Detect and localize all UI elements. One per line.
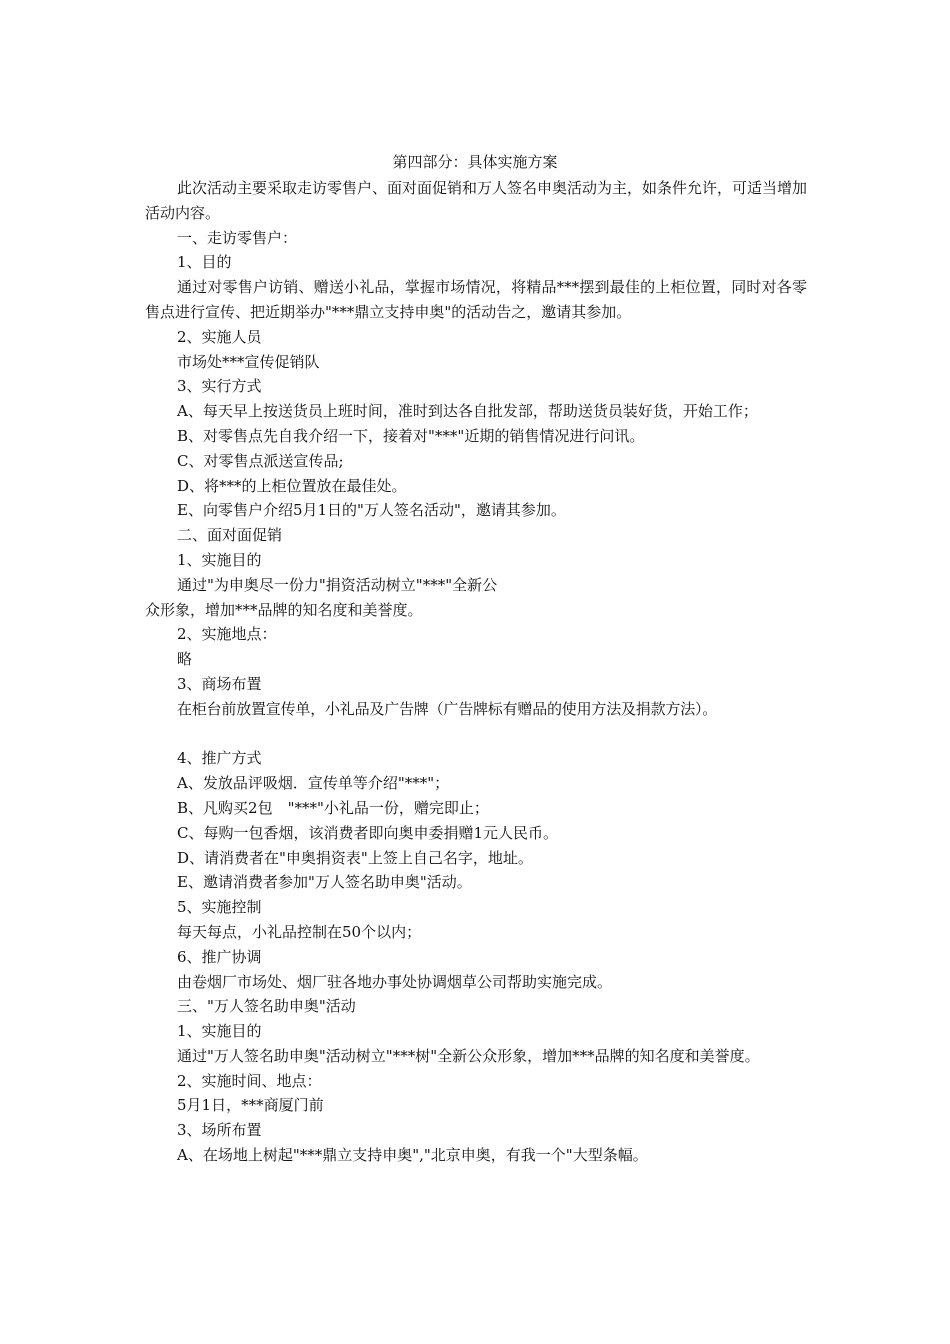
control-paragraph: 每天每点，小礼品控制在50个以内； [177,922,422,941]
subheading-time-place: 2、实施时间、地点： [177,1071,322,1090]
venue-layout-item-a: A、在场地上树起"***鼎立支持申奥","北京申奥，有我一个"大型条幅。 [177,1146,648,1165]
promotion-item-c: C、每购一包香烟，该消费者即向奥申委捐赠1元人民币。 [177,823,559,842]
purpose-paragraph: 通过对零售户访销、赠送小礼品，掌握市场情况，将精品***摆到最佳的上柜位置，同时对各零售点进行宣传、把近期举办"***鼎立支持申奥"的活动告之，邀请其参加。 [145,278,807,321]
subheading-store-layout: 3、商场布置 [177,674,262,693]
store-layout-paragraph: 在柜台前放置宣传单，小礼品及广告牌（广告牌标有赠品的使用方法及捐款方法）。 [177,699,718,718]
method-item-e: E、向零售户介绍5月1日的"万人签名活动"，邀请其参加。 [177,501,566,520]
heading-signature-event: 三、"万人签名助申奥"活动 [177,997,356,1016]
intro-paragraph: 此次活动主要采取走访零售户、面对面促销和万人签名申奥活动为主，如条件允许，可适当增加活动内容。 [145,179,808,222]
subheading-method: 3、实行方式 [177,377,262,396]
promotion-item-b: B、凡购买2包 "***"小礼品一份，赠完即止； [177,798,489,817]
subheading-implementation-purpose: 1、实施目的 [177,550,262,569]
subheading-staff: 2、实施人员 [177,327,262,346]
subheading-venue-layout: 3、场所布置 [177,1121,262,1140]
blank-line [145,722,807,747]
promotion-purpose-line-1: 通过"为申奥尽一份力"捐资活动树立"***"全新公 [177,575,498,594]
promotion-item-d: D、请消费者在"申奥捐资表"上签上自己名字，地址。 [177,848,533,867]
method-item-d: D、将***的上柜位置放在最佳处。 [177,476,407,495]
heading-face-to-face: 二、面对面促销 [177,526,283,545]
coordination-paragraph: 由卷烟厂市场处、烟厂驻各地办事处协调烟草公司帮助实施完成。 [177,972,613,991]
method-item-c: C、对零售点派送宣传品; [177,451,344,470]
time-place-paragraph: 5月1日，***商厦门前 [177,1096,324,1115]
subheading-purpose: 1、目的 [177,253,232,272]
promotion-purpose-line-2: 众形象，增加***品牌的知名度和美誉度。 [145,600,423,619]
section-title: 第四部分：具体实施方案 [392,153,558,171]
document-body [145,176,807,1168]
subheading-location: 2、实施地点： [177,625,277,644]
location-paragraph: 略 [177,650,193,669]
method-item-a: A、每天早上按送货员上班时间，准时到达各自批发部，帮助送货员装好货，开始工作； [177,402,758,421]
event-purpose-paragraph: 通过"万人签名助申奥"活动树立"***树"全新公众形象，增加***品牌的知名度和美誉度。 [177,1046,760,1065]
subheading-coordination: 6、推广协调 [177,947,262,966]
subheading-control: 5、实施控制 [177,898,262,917]
subheading-promotion-method: 4、推广方式 [177,749,262,768]
method-item-b: B、对零售点先自我介绍一下，接着对"***"近期的销售情况进行问讯。 [177,426,645,445]
heading-visit-retailers: 一、走访零售户： [177,228,298,247]
subheading-event-purpose: 1、实施目的 [177,1022,262,1041]
promotion-item-e: E、邀请消费者参加"万人签名助申奥"活动。 [177,873,472,892]
promotion-item-a: A、发放品评吸烟．宣传单等介绍"***"； [177,774,450,793]
staff-paragraph: 市场处***宣传促销队 [177,352,320,371]
